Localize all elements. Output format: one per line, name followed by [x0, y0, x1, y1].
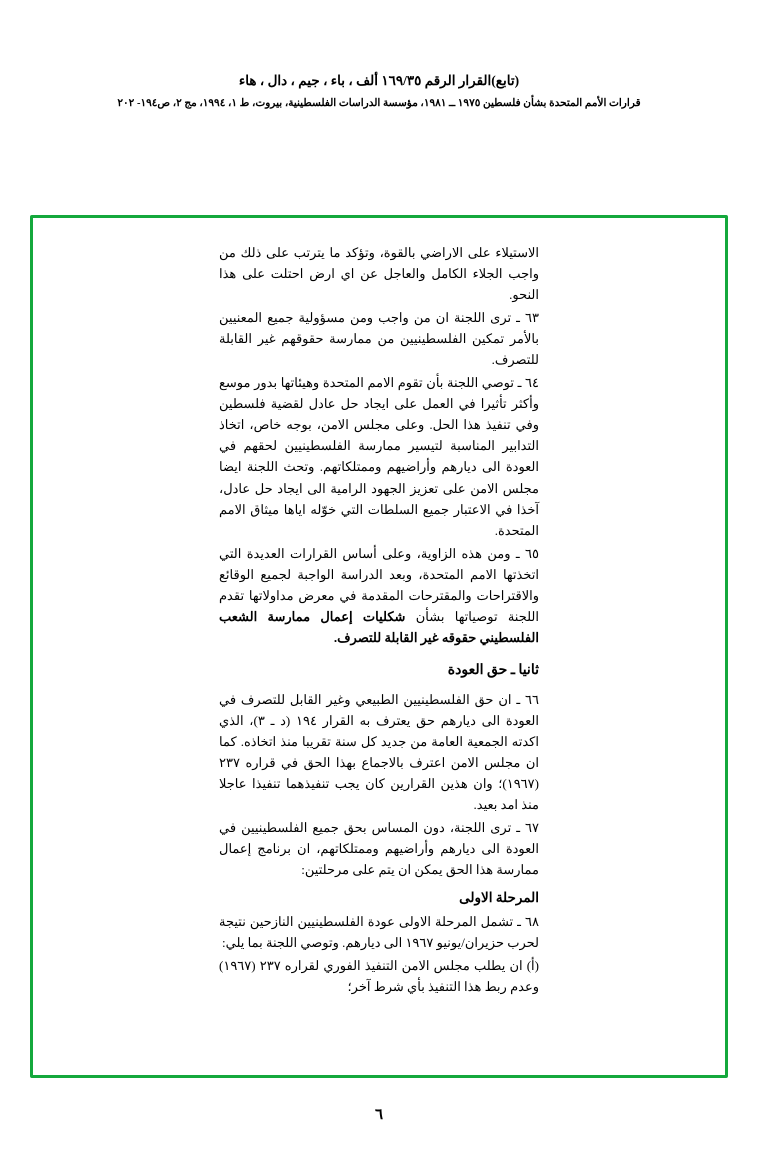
paragraph-64: ٦٤ ـ توصي اللجنة بأن تقوم الامم المتحدة وهيئاتها بدور موسع وأكثر تأثيرا في العمل على ايجاد حل عادل لقضية فلسطين وفي تنفيذ هذا الحل. وعلى مجلس الامن، بوجه خاص، اتخاذ التدابير المناسبة لتيسير ممارسة الفلسطينيين لحقهم في العودة الى ديارهم وأراضيهم وممتلكاتهم. وتحث اللجنة ايضا مجلس الامن على تعزيز الجهود الرامية الى ايجاد حل عادل، آخذا في الاعتبار جميع السلطات التي خوّله اياها ميثاق الامم المتحدة. [219, 375, 539, 538]
paragraph-66: ٦٦ ـ ان حق الفلسطينيين الطبيعي وغير القابل للتصرف في العودة الى ديارهم حق يعترف به القرار ١٩٤ (د ـ ٣)، الذي اكدته الجمعية العامة من جديد كل سنة تقريبا منذ اتخاذه. كما ان مجلس الامن اعترف بالاجماع بهذا الحق في قراره ٢٣٧ (١٩٦٧)؛ وان هذين القرارين كان يجب تنفيذهما تنفيذا عاجلا منذ امد بعيد. [219, 691, 539, 813]
paragraph-65: ٦٥ ـ ومن هذه الزاوية، وعلى أساس القرارات العديدة التي اتخذتها الامم المتحدة، وبعد الدراسة الواجبة لجميع الوقائع والاقتراحات والمقترحات المقدمة في معرض مداولاتها تقدم اللجنة توصياتها بشأن شكليات إعمال ممارسة الشعب الفلسطيني حقوقه غير القابلة للتصرف. [219, 545, 540, 645]
paragraph-67: ٦٧ ـ ترى اللجنة، دون المساس بحق جميع الفلسطينيين في العودة الى ديارهم وأراضيهم وممتلكاتهم، ان برنامج إعمال ممارسة هذا الحق يمكن ان يتم على مرحلتين: [219, 820, 539, 878]
document-page [0, 72, 758, 1150]
document-body [0, 242, 758, 999]
paragraph-63: ٦٣ ـ ترى اللجنة ان من واجب ومن مسؤولية جميع المعنيين بالأمر تمكين الفلسطينيين من ممارسة حقوقهم غير القابلة للتصرف. [219, 310, 539, 368]
text-column [219, 242, 539, 997]
paragraph-68-a: (أ) ان يطلب مجلس الامن التنفيذ الفوري لقراره ٢٣٧ (١٩٦٧) وعدم ربط هذا التنفيذ بأي شرط آخر؛ [219, 957, 539, 994]
paragraph-65-emphasis: شكليات إعمال ممارسة الشعب الفلسطيني حقوقه غير القابلة للتصرف. [219, 608, 539, 645]
paragraph-continued: الاستيلاء على الاراضي بالقوة، وتؤكد ما يترتب على ذلك من واجب الجلاء الكامل والعاجل عن اي ارض احتلت على هذا النحو. [219, 245, 539, 303]
paragraph-68: ٦٨ ـ تشمل المرحلة الاولى عودة الفلسطينيين النازحين نتيجة لحرب حزيران/يونيو ١٩٦٧ الى ديارهم. وتوصي اللجنة بما يلي: [219, 913, 539, 950]
page-number: ٦ [374, 1107, 384, 1123]
header-title: (تابع)القرار الرقم ١٦٩/٣٥ ألف ، باء ، جيم ، دال ، هاء [238, 73, 520, 88]
header-source-citation: قرارات الأمم المتحدة بشأن فلسطين ١٩٧٥ ــ ١٩٨١، مؤسسة الدراسات الفلسطينية، بيروت، ط ١، ١٩٩٤، مج ٢، ص١٩٤- ٢٠٢ [117, 97, 641, 109]
page-header [0, 72, 758, 112]
subsection-heading-first-phase: المرحلة الاولى [459, 890, 539, 906]
section-heading-right-of-return: ثانيا ـ حق العودة [447, 662, 539, 678]
